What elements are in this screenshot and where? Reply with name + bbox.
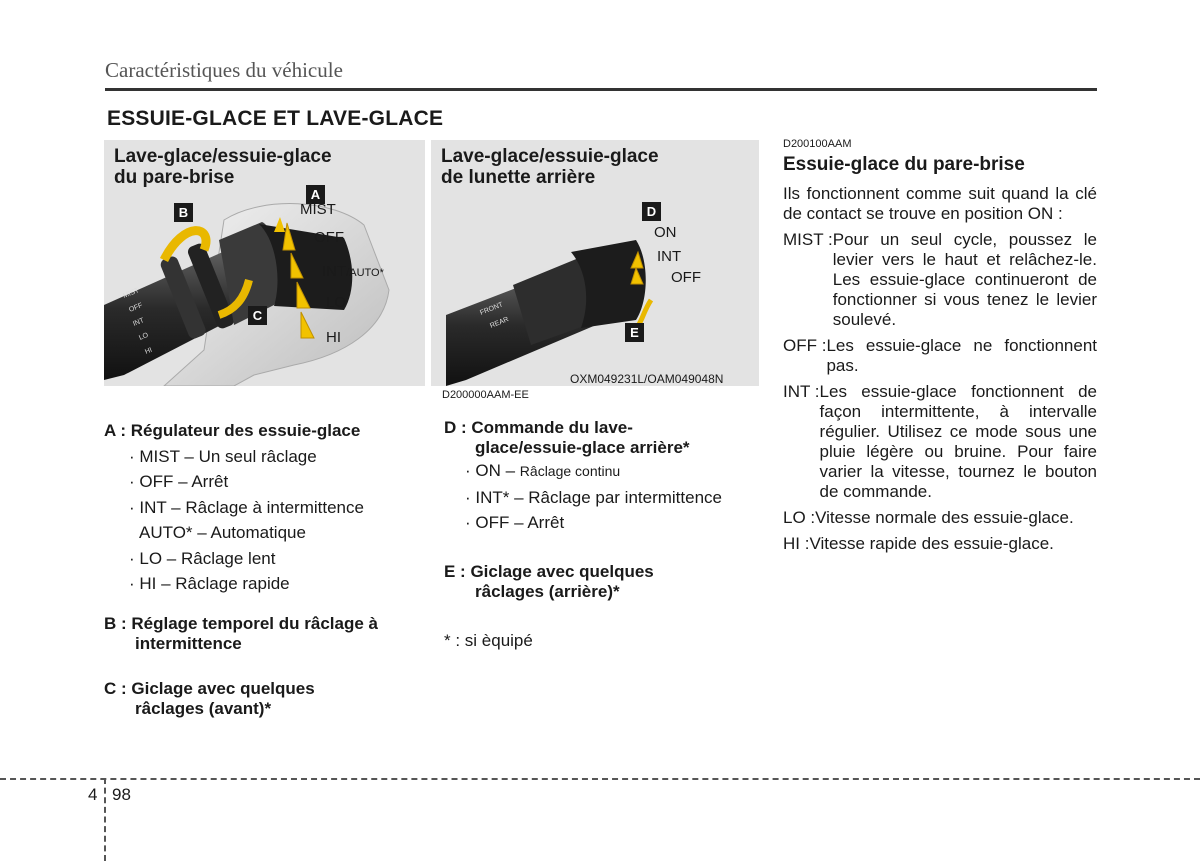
- label-lo: LO: [326, 294, 347, 311]
- wiper-description: [783, 138, 1097, 560]
- label-int-auto: INT/AUTO*: [322, 263, 384, 280]
- section-title: ESSUIE-GLACE ET LAVE-GLACE: [107, 107, 444, 130]
- label-rear-int: INT: [657, 248, 682, 265]
- definition-mist: MIST : Pour un seul cycle, poussez le levier vers le haut et relâchez-le. Les essuie-glace continueront de fonctionner si vous tenez le levier soulevé.: [783, 230, 1097, 329]
- definition-hi: HI : Vitesse rapide des essuie-glace.: [783, 534, 1054, 553]
- legend-d-item-off: · OFF – Arrêt: [465, 513, 565, 532]
- figure-rear-title: Lave-glace/essuie-glace de lunette arrière: [441, 146, 659, 188]
- legend-a-item: · INT – Râclage à intermittence: [129, 497, 364, 517]
- legend-a-item: · MIST – Un seul râclage: [129, 446, 317, 466]
- svg-text:HI: HI: [144, 346, 154, 356]
- header-rule: [105, 88, 1097, 91]
- legend-a-item: AUTO* – Automatique: [139, 523, 306, 542]
- figure-front-title: Lave-glace/essuie-glace du pare-brise: [114, 146, 332, 188]
- definition-lo: LO : Vitesse normale des essuie-glace.: [783, 508, 1074, 527]
- footer-rule: [0, 778, 1200, 780]
- legend-rear: [444, 418, 764, 653]
- svg-text:OFF: OFF: [128, 302, 144, 314]
- svg-text:FRONT: FRONT: [479, 301, 505, 317]
- label-off: OFF: [314, 229, 344, 246]
- legend-b-heading: B : Réglage temporel du râclage à intermittence: [104, 613, 378, 653]
- svg-text:MIST: MIST: [122, 287, 141, 300]
- badge-c: C: [248, 306, 267, 325]
- legend-e-heading: E : Giclage avec quelques râclages (arrière)*: [444, 561, 654, 601]
- badge-e: E: [625, 323, 644, 342]
- legend-front: [104, 418, 424, 719]
- reference-code-left: D200000AAM-EE: [442, 389, 529, 401]
- chapter-title: Caractéristiques du véhicule: [105, 58, 343, 82]
- description-heading: Essuie-glace du pare-brise: [783, 154, 1025, 175]
- label-on: ON: [654, 224, 677, 241]
- page-chapter-number: 4: [88, 785, 98, 804]
- legend-c-heading: C : Giclage avec quelques râclages (avant)*: [104, 678, 315, 718]
- legend-d-item-on: · ON – Râclage continu: [465, 461, 621, 480]
- definition-off: OFF : Les essuie-glace ne fonctionnent pas.: [783, 336, 1097, 375]
- legend-a-heading: A : Régulateur des essuie-glace: [104, 421, 361, 440]
- badge-a: A: [306, 185, 325, 204]
- footer-divider: [104, 778, 106, 861]
- definition-int: INT : Les essuie-glace fonctionnent de façon intermittente, à intervalle régulier. Utilisez ce mode sous une pluie légère ou bruine. Pour faire varier la vitesse, tournez le bouton de commande.: [783, 382, 1097, 501]
- label-rear-off: OFF: [671, 269, 701, 286]
- reference-code-right: D200100AAM: [783, 138, 852, 150]
- svg-text:LO: LO: [138, 331, 150, 342]
- legend-a-item: · OFF – Arrêt: [129, 472, 229, 491]
- legend-a-item: · HI – Râclage rapide: [129, 574, 290, 593]
- badge-d: D: [642, 202, 661, 221]
- svg-text:REAR: REAR: [489, 316, 510, 330]
- label-hi: HI: [326, 329, 341, 346]
- footnote: * : si èquipé: [444, 630, 533, 650]
- legend-a-item: · LO – Râclage lent: [129, 548, 276, 568]
- svg-text:INT: INT: [132, 317, 146, 328]
- legend-d-item-int: · INT* – Râclage par intermittence: [465, 487, 722, 507]
- image-code: OXM049231L/OAM049048N: [570, 372, 724, 386]
- label-mist: MIST: [300, 201, 336, 218]
- badge-b: B: [174, 203, 193, 222]
- page-number: 98: [112, 785, 131, 804]
- figure-front-wiper: [104, 140, 425, 386]
- legend-d-heading: D : Commande du lave- glace/essuie-glace arrière*: [444, 418, 690, 457]
- figure-rear-wiper: [431, 140, 759, 386]
- description-intro: Ils fonctionnent comme suit quand la clé de contact se trouve en position ON :: [783, 184, 1097, 223]
